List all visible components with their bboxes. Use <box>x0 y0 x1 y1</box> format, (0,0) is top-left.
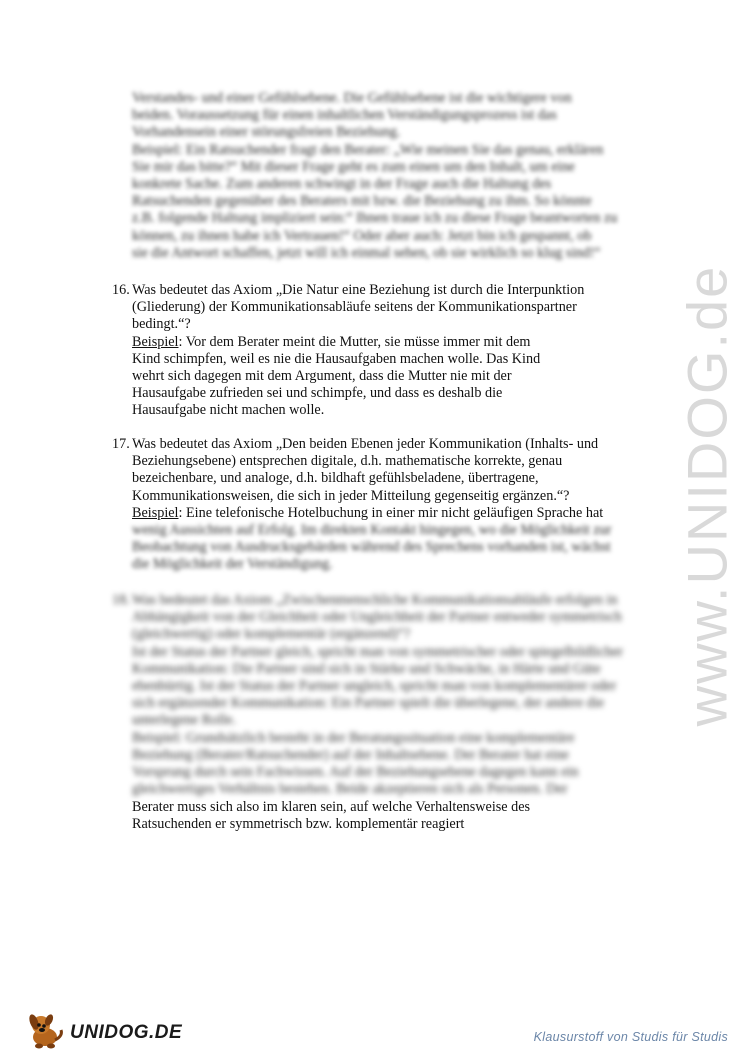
blurred-line: Was bedeutet das Axiom „Zwischenmenschliche Kommunikationsabläufe erfolgen in <box>132 592 618 608</box>
watermark <box>662 255 750 735</box>
question-18-visible <box>112 799 672 833</box>
text-line: Ratsuchenden gegenüber des Beraters mit bzw. die Beziehung zu ihm. So könnte <box>132 193 592 210</box>
example-line <box>132 505 672 522</box>
question-number: 18. <box>112 592 130 608</box>
text-line: konkrete Sache. Zum anderen schwingt in der Frage auch die Haltung des <box>132 176 552 193</box>
question-text: Was bedeutet das Axiom „Den beiden Ebenen jeder Kommunikation (Inhalts- und <box>132 436 599 452</box>
blurred-line: Beispiel: Grundsätzlich besteht in der Beratungssituation eine komplementäre <box>132 729 575 746</box>
blurred-line: wenig Aussichten auf Erfolg. Im direkten Kontakt hingegen, wo die Möglichkeit zur <box>132 522 612 539</box>
footer-slogan: Klausurstoff von Studis für Studis <box>533 1030 728 1044</box>
question-text: bedingt.“? <box>132 316 191 333</box>
logo-text: UNIDOG.DE <box>70 1022 183 1043</box>
text-line: sie die Antwort schaffen, jetzt will ich einmal sehen, ob sie wirklich so klug sind!“ <box>132 244 601 261</box>
question-text: Beziehungsebene) entsprechen digitale, d.h. mathematische korrekte, genau <box>132 453 563 470</box>
question-16 <box>112 282 672 420</box>
example-text: wehrt sich dagegen mit dem Argument, dass die Mutter nie mit der <box>132 368 512 385</box>
text-line: Sie mir das bitte?“ Mit dieser Frage geht es zum einen um den Inhalt, um eine <box>132 158 575 175</box>
blurred-line: unterlegene Rolle. <box>132 712 237 729</box>
example-text: : Eine telefonische Hotelbuchung in einer mir nicht geläufigen Sprache hat <box>178 504 604 521</box>
blurred-line: gleichwertiges Verhältnis bestehen. Beide akzeptieren sich als Personen. Der <box>132 781 568 798</box>
example-text: Hausaufgabe nicht machen wolle. <box>132 402 325 419</box>
question-17 <box>112 436 672 574</box>
intro-paragraph <box>132 90 662 262</box>
example-label: Beispiel <box>132 504 179 521</box>
answer-text: Ratsuchenden er symmetrisch bzw. komplementär reagiert <box>132 816 465 833</box>
text-line: beiden. Voraussetzung für einen inhaltlichen Verständigungsprozess ist das <box>132 107 557 124</box>
unidog-logo <box>25 1010 183 1050</box>
text-line: Beispiel: Ein Ratsuchender fragt den Berater: „Wie meinen Sie das genau, erklären <box>132 141 604 158</box>
example-text: Hausaufgabe zufrieden sei und schimpfe, und dass es deshalb die <box>132 385 503 402</box>
blurred-line: Beziehung (Berater/Ratsuchender) auf der Inhaltsebene. Der Berater hat eine <box>132 746 569 763</box>
blurred-line: (gleichwertig) oder komplementär (ergänzend)“? <box>132 626 411 643</box>
question-text: bezeichenbare, und analoge, d.h. bildhaft gefühlsbeladene, übertragene, <box>132 470 539 487</box>
question-number: 17. <box>112 436 130 452</box>
blurred-line: die Möglichkeit der Verständigung. <box>132 556 333 573</box>
answer-text: Berater muss sich also im klaren sein, auf welche Verhaltensweise des <box>132 799 531 815</box>
text-line: können, zu ihnen habe ich Vertrauen!“ Oder aber auch: Jetzt bin ich gespannt, ob <box>132 227 592 244</box>
example-text: Kind schimpfen, weil es nie die Hausaufgaben machen wolle. Das Kind <box>132 350 541 367</box>
blurred-line: ebenbürtig. Ist der Status der Partner ungleich, spricht man von komplementärer oder <box>132 678 617 695</box>
blurred-line: Kommunikation: Die Partner sind sich in Stärke und Schwäche, in Härte und Güte <box>132 660 601 677</box>
text-line: Vorhandensein einer störungsfreien Beziehung. <box>132 124 401 141</box>
blurred-line: Beobachtung von Ausdrucksgebärden während des Sprechens vorhanden ist, wächst <box>132 539 611 556</box>
blurred-line: Ist der Status der Partner gleich, spricht man von symmetrischer oder spiegelbildlicher <box>132 643 623 660</box>
text-line: Verstandes- und einer Gefühlsebene. Die Gefühlsebene ist die wichtigere von <box>132 90 572 106</box>
question-text: Was bedeutet das Axiom „Die Natur eine Beziehung ist durch die Interpunktion <box>132 282 585 298</box>
question-text: Kommunikationsweisen, die sich in jeder Mitteilung gegenseitig ergänzen.“? <box>132 487 570 504</box>
watermark-text: www.UNIDOG.de <box>675 264 739 726</box>
question-text: (Gliederung) der Kommunikationsabläufe seitens der Kommunikationspartner <box>132 299 577 316</box>
blurred-line: Abhängigkeit von der Gleichheit oder Ungleichheit der Partner entweder symmetrisch <box>132 609 622 626</box>
blurred-line: sich ergänzender Kommunikation: Ein Partner spielt die überlegene, der andere die <box>132 695 605 712</box>
blurred-line: Vorsprung durch sein Fachwissen. Auf der Beziehungsebene dagegen kann ein <box>132 764 579 781</box>
dog-icon <box>25 1010 69 1050</box>
example-line <box>132 334 672 351</box>
question-18 <box>112 592 672 798</box>
example-text: : Vor dem Berater meint die Mutter, sie müsse immer mit dem <box>178 333 531 350</box>
question-number: 16. <box>112 282 130 298</box>
text-line: z.B. folgende Haltung impliziert sein:“ Ihnen traue ich zu diese Frage beantworten zu <box>132 210 618 227</box>
example-label: Beispiel <box>132 333 179 350</box>
